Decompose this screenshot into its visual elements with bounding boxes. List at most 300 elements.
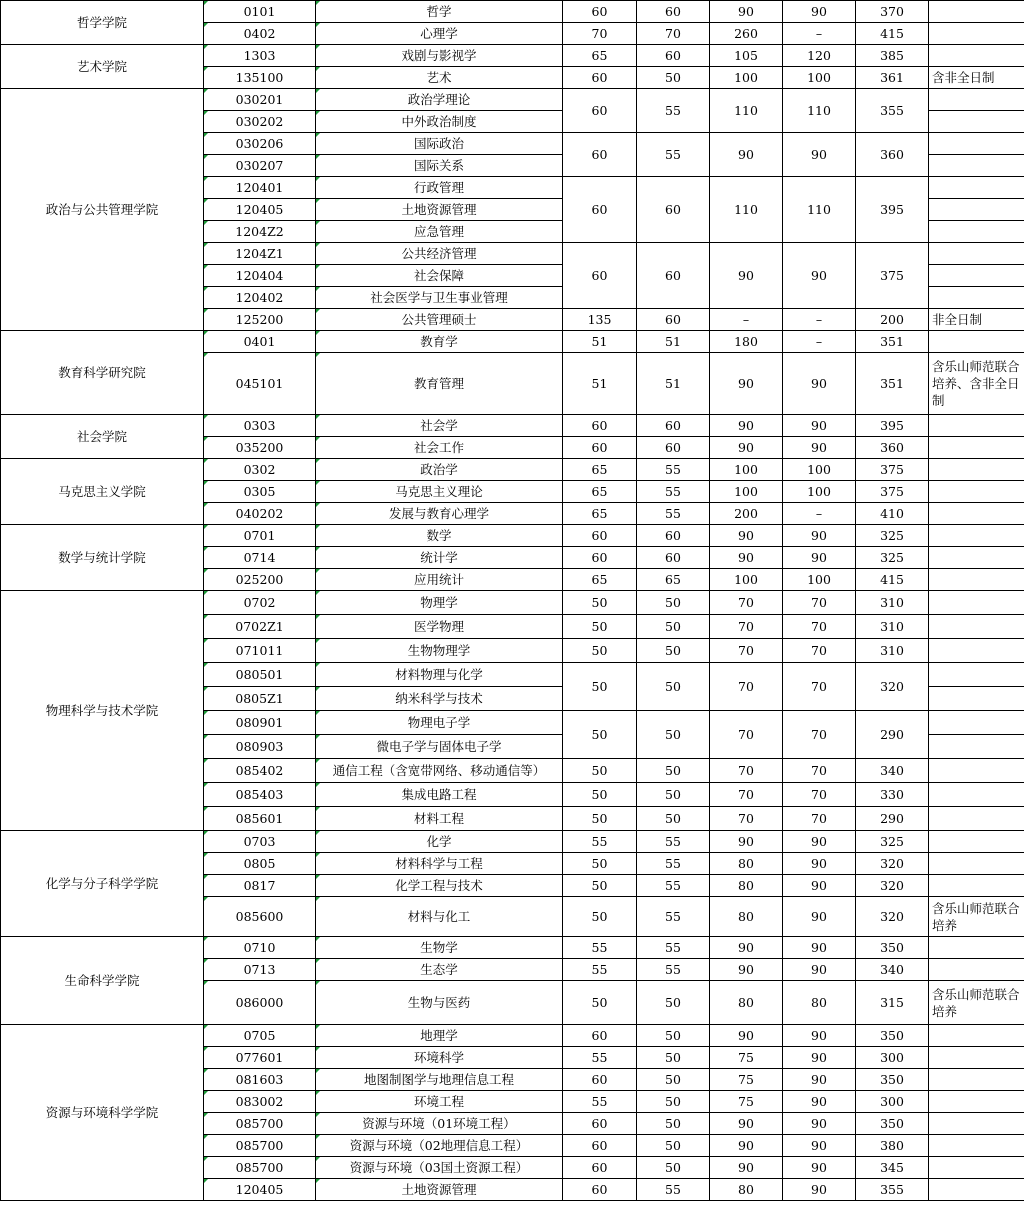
politics-score: 50 xyxy=(563,981,637,1025)
politics-score: 50 xyxy=(563,591,637,615)
subject-one-score: 90 xyxy=(710,831,783,853)
politics-score: 60 xyxy=(563,67,637,89)
major-code: 035200 xyxy=(204,437,316,459)
subject-two-score: 70 xyxy=(783,663,856,711)
subject-two-score: 90 xyxy=(783,1091,856,1113)
total-score: 330 xyxy=(856,783,929,807)
foreign-language-score: 50 xyxy=(637,591,710,615)
major-code: 030202 xyxy=(204,111,316,133)
politics-score: 55 xyxy=(563,831,637,853)
subject-one-score: 90 xyxy=(710,1,783,23)
subject-one-score: 80 xyxy=(710,853,783,875)
foreign-language-score: 55 xyxy=(637,831,710,853)
foreign-language-score: 60 xyxy=(637,1,710,23)
remark xyxy=(929,287,1024,309)
major-name: 集成电路工程 xyxy=(316,783,563,807)
major-code: 085700 xyxy=(204,1135,316,1157)
politics-score: 60 xyxy=(563,1113,637,1135)
politics-score: 60 xyxy=(563,1,637,23)
major-name: 艺术 xyxy=(316,67,563,89)
remark xyxy=(929,23,1024,45)
major-name: 行政管理 xyxy=(316,177,563,199)
major-name: 应用统计 xyxy=(316,569,563,591)
foreign-language-score: 50 xyxy=(637,1025,710,1047)
college-name: 政治与公共管理学院 xyxy=(1,89,204,331)
subject-one-score: 90 xyxy=(710,243,783,309)
total-score: 325 xyxy=(856,831,929,853)
subject-one-score: 100 xyxy=(710,67,783,89)
subject-one-score: 70 xyxy=(710,807,783,831)
major-name: 纳米科学与技术 xyxy=(316,687,563,711)
major-code: 0713 xyxy=(204,959,316,981)
major-name: 教育管理 xyxy=(316,353,563,415)
foreign-language-score: 50 xyxy=(637,67,710,89)
politics-score: 50 xyxy=(563,615,637,639)
foreign-language-score: 50 xyxy=(637,981,710,1025)
subject-two-score: 80 xyxy=(783,981,856,1025)
total-score: 360 xyxy=(856,437,929,459)
total-score: 290 xyxy=(856,807,929,831)
total-score: 410 xyxy=(856,503,929,525)
subject-one-score: 70 xyxy=(710,783,783,807)
foreign-language-score: 55 xyxy=(637,875,710,897)
total-score: 415 xyxy=(856,23,929,45)
major-code: 085403 xyxy=(204,783,316,807)
major-code: 080903 xyxy=(204,735,316,759)
foreign-language-score: 50 xyxy=(637,1113,710,1135)
total-score: 415 xyxy=(856,569,929,591)
major-code: 080901 xyxy=(204,711,316,735)
major-name: 政治学理论 xyxy=(316,89,563,111)
foreign-language-score: 65 xyxy=(637,569,710,591)
politics-score: 70 xyxy=(563,23,637,45)
major-code: 045101 xyxy=(204,353,316,415)
subject-one-score: 90 xyxy=(710,133,783,177)
remark xyxy=(929,437,1024,459)
major-name: 生物与医药 xyxy=(316,981,563,1025)
total-score: 375 xyxy=(856,459,929,481)
total-score: 375 xyxy=(856,481,929,503)
major-name: 地理学 xyxy=(316,1025,563,1047)
major-code: 0805 xyxy=(204,853,316,875)
remark xyxy=(929,111,1024,133)
major-code: 120405 xyxy=(204,1179,316,1201)
major-name: 地图制图学与地理信息工程 xyxy=(316,1069,563,1091)
subject-two-score: 100 xyxy=(783,67,856,89)
subject-one-score: 110 xyxy=(710,89,783,133)
major-name: 化学 xyxy=(316,831,563,853)
foreign-language-score: 50 xyxy=(637,1047,710,1069)
major-name: 资源与环境（01环境工程） xyxy=(316,1113,563,1135)
politics-score: 60 xyxy=(563,437,637,459)
politics-score: 60 xyxy=(563,243,637,309)
subject-two-score: 110 xyxy=(783,177,856,243)
foreign-language-score: 60 xyxy=(637,547,710,569)
subject-two-score: 70 xyxy=(783,615,856,639)
major-name: 资源与环境（03国土资源工程） xyxy=(316,1157,563,1179)
total-score: 315 xyxy=(856,981,929,1025)
foreign-language-score: 55 xyxy=(637,1179,710,1201)
major-name: 化学工程与技术 xyxy=(316,875,563,897)
remark xyxy=(929,735,1024,759)
remark xyxy=(929,959,1024,981)
table-row xyxy=(1,1025,1024,1047)
major-name: 土地资源管理 xyxy=(316,1179,563,1201)
subject-one-score: 110 xyxy=(710,177,783,243)
politics-score: 50 xyxy=(563,897,637,937)
major-name: 政治学 xyxy=(316,459,563,481)
subject-one-score: 70 xyxy=(710,615,783,639)
major-code: 0302 xyxy=(204,459,316,481)
total-score: 395 xyxy=(856,415,929,437)
major-code: 025200 xyxy=(204,569,316,591)
foreign-language-score: 51 xyxy=(637,331,710,353)
remark xyxy=(929,547,1024,569)
remark xyxy=(929,89,1024,111)
major-code: 086000 xyxy=(204,981,316,1025)
subject-two-score: 90 xyxy=(783,415,856,437)
major-name: 数学 xyxy=(316,525,563,547)
subject-one-score: 70 xyxy=(710,663,783,711)
remark xyxy=(929,937,1024,959)
subject-two-score: – xyxy=(783,503,856,525)
college-name: 艺术学院 xyxy=(1,45,204,89)
major-name: 通信工程（含宽带网络、移动通信等） xyxy=(316,759,563,783)
subject-one-score: 180 xyxy=(710,331,783,353)
politics-score: 55 xyxy=(563,1091,637,1113)
subject-one-score: 200 xyxy=(710,503,783,525)
major-code: 080501 xyxy=(204,663,316,687)
politics-score: 60 xyxy=(563,1179,637,1201)
college-name: 哲学学院 xyxy=(1,1,204,45)
subject-two-score: – xyxy=(783,23,856,45)
politics-score: 50 xyxy=(563,875,637,897)
major-code: 135100 xyxy=(204,67,316,89)
foreign-language-score: 60 xyxy=(637,437,710,459)
remark xyxy=(929,1,1024,23)
subject-two-score: 90 xyxy=(783,1179,856,1201)
politics-score: 55 xyxy=(563,937,637,959)
subject-one-score: 90 xyxy=(710,353,783,415)
major-code: 085601 xyxy=(204,807,316,831)
total-score: 290 xyxy=(856,711,929,759)
politics-score: 50 xyxy=(563,853,637,875)
major-code: 120405 xyxy=(204,199,316,221)
remark xyxy=(929,503,1024,525)
remark xyxy=(929,783,1024,807)
major-code: 085402 xyxy=(204,759,316,783)
remark xyxy=(929,265,1024,287)
foreign-language-score: 55 xyxy=(637,89,710,133)
foreign-language-score: 50 xyxy=(637,807,710,831)
remark xyxy=(929,177,1024,199)
total-score: 310 xyxy=(856,615,929,639)
foreign-language-score: 55 xyxy=(637,897,710,937)
politics-score: 50 xyxy=(563,759,637,783)
major-code: 0702Z1 xyxy=(204,615,316,639)
foreign-language-score: 50 xyxy=(637,1157,710,1179)
total-score: 310 xyxy=(856,639,929,663)
remark: 含乐山师范联合培养、含非全日制 xyxy=(929,353,1024,415)
major-code: 0817 xyxy=(204,875,316,897)
remark xyxy=(929,481,1024,503)
subject-one-score: 80 xyxy=(710,875,783,897)
college-name: 物理科学与技术学院 xyxy=(1,591,204,831)
politics-score: 51 xyxy=(563,353,637,415)
politics-score: 60 xyxy=(563,547,637,569)
major-code: 030206 xyxy=(204,133,316,155)
total-score: 355 xyxy=(856,89,929,133)
foreign-language-score: 50 xyxy=(637,663,710,711)
total-score: 395 xyxy=(856,177,929,243)
subject-one-score: 90 xyxy=(710,937,783,959)
major-name: 资源与环境（02地理信息工程） xyxy=(316,1135,563,1157)
politics-score: 60 xyxy=(563,133,637,177)
major-code: 0401 xyxy=(204,331,316,353)
table-row xyxy=(1,591,1024,615)
remark xyxy=(929,415,1024,437)
subject-one-score: 90 xyxy=(710,1157,783,1179)
subject-one-score: 70 xyxy=(710,639,783,663)
major-name: 生态学 xyxy=(316,959,563,981)
subject-two-score: 90 xyxy=(783,875,856,897)
subject-one-score: 75 xyxy=(710,1069,783,1091)
foreign-language-score: 51 xyxy=(637,353,710,415)
remark: 含乐山师范联合培养 xyxy=(929,897,1024,937)
politics-score: 50 xyxy=(563,783,637,807)
major-code: 0303 xyxy=(204,415,316,437)
subject-two-score: 90 xyxy=(783,547,856,569)
major-name: 社会医学与卫生事业管理 xyxy=(316,287,563,309)
subject-two-score: 70 xyxy=(783,711,856,759)
major-name: 国际关系 xyxy=(316,155,563,177)
total-score: 361 xyxy=(856,67,929,89)
total-score: 200 xyxy=(856,309,929,331)
total-score: 320 xyxy=(856,897,929,937)
subject-two-score: 90 xyxy=(783,437,856,459)
politics-score: 55 xyxy=(563,959,637,981)
politics-score: 135 xyxy=(563,309,637,331)
major-name: 物理学 xyxy=(316,591,563,615)
remark: 含非全日制 xyxy=(929,67,1024,89)
total-score: 325 xyxy=(856,547,929,569)
politics-score: 60 xyxy=(563,177,637,243)
subject-one-score: 260 xyxy=(710,23,783,45)
subject-one-score: 80 xyxy=(710,897,783,937)
subject-one-score: 105 xyxy=(710,45,783,67)
major-name: 生物物理学 xyxy=(316,639,563,663)
remark xyxy=(929,525,1024,547)
major-code: 0701 xyxy=(204,525,316,547)
subject-one-score: 70 xyxy=(710,759,783,783)
table-row xyxy=(1,525,1024,547)
politics-score: 60 xyxy=(563,1157,637,1179)
remark xyxy=(929,133,1024,155)
remark xyxy=(929,155,1024,177)
remark xyxy=(929,831,1024,853)
foreign-language-score: 50 xyxy=(637,615,710,639)
college-name: 资源与环境科学学院 xyxy=(1,1025,204,1201)
major-code: 040202 xyxy=(204,503,316,525)
major-name: 发展与教育心理学 xyxy=(316,503,563,525)
foreign-language-score: 50 xyxy=(637,759,710,783)
major-name: 材料科学与工程 xyxy=(316,853,563,875)
major-name: 微电子学与固体电子学 xyxy=(316,735,563,759)
foreign-language-score: 55 xyxy=(637,959,710,981)
total-score: 320 xyxy=(856,663,929,711)
major-code: 083002 xyxy=(204,1091,316,1113)
foreign-language-score: 60 xyxy=(637,415,710,437)
subject-two-score: 90 xyxy=(783,1,856,23)
subject-one-score: 90 xyxy=(710,1135,783,1157)
remark: 含乐山师范联合培养 xyxy=(929,981,1024,1025)
politics-score: 60 xyxy=(563,1135,637,1157)
major-code: 1303 xyxy=(204,45,316,67)
subject-two-score: 90 xyxy=(783,1157,856,1179)
foreign-language-score: 60 xyxy=(637,177,710,243)
major-code: 120404 xyxy=(204,265,316,287)
major-code: 030201 xyxy=(204,89,316,111)
foreign-language-score: 70 xyxy=(637,23,710,45)
major-code: 0402 xyxy=(204,23,316,45)
major-name: 社会保障 xyxy=(316,265,563,287)
remark xyxy=(929,243,1024,265)
score-table-body xyxy=(1,1,1024,1201)
total-score: 340 xyxy=(856,959,929,981)
subject-two-score: 110 xyxy=(783,89,856,133)
major-name: 医学物理 xyxy=(316,615,563,639)
foreign-language-score: 55 xyxy=(637,937,710,959)
remark xyxy=(929,221,1024,243)
major-code: 0714 xyxy=(204,547,316,569)
subject-two-score: 100 xyxy=(783,569,856,591)
subject-two-score: 90 xyxy=(783,937,856,959)
major-code: 085600 xyxy=(204,897,316,937)
table-row xyxy=(1,89,1024,111)
remark xyxy=(929,1135,1024,1157)
table-row xyxy=(1,831,1024,853)
total-score: 350 xyxy=(856,1025,929,1047)
foreign-language-score: 50 xyxy=(637,1069,710,1091)
major-code: 085700 xyxy=(204,1113,316,1135)
politics-score: 55 xyxy=(563,1047,637,1069)
remark xyxy=(929,663,1024,687)
subject-one-score: 70 xyxy=(710,591,783,615)
major-name: 生物学 xyxy=(316,937,563,959)
total-score: 320 xyxy=(856,853,929,875)
total-score: 351 xyxy=(856,331,929,353)
major-code: 1204Z2 xyxy=(204,221,316,243)
remark xyxy=(929,687,1024,711)
remark xyxy=(929,711,1024,735)
subject-one-score: 90 xyxy=(710,959,783,981)
foreign-language-score: 60 xyxy=(637,309,710,331)
subject-two-score: 100 xyxy=(783,459,856,481)
subject-two-score: 90 xyxy=(783,243,856,309)
total-score: 350 xyxy=(856,1069,929,1091)
major-code: 1204Z1 xyxy=(204,243,316,265)
major-name: 物理电子学 xyxy=(316,711,563,735)
major-name: 教育学 xyxy=(316,331,563,353)
subject-one-score: 70 xyxy=(710,711,783,759)
subject-one-score: 90 xyxy=(710,415,783,437)
subject-one-score: 90 xyxy=(710,1113,783,1135)
politics-score: 50 xyxy=(563,807,637,831)
foreign-language-score: 55 xyxy=(637,459,710,481)
subject-one-score: 80 xyxy=(710,981,783,1025)
major-code: 0705 xyxy=(204,1025,316,1047)
major-code: 077601 xyxy=(204,1047,316,1069)
subject-two-score: 70 xyxy=(783,759,856,783)
subject-two-score: 90 xyxy=(783,1025,856,1047)
total-score: 370 xyxy=(856,1,929,23)
subject-two-score: 70 xyxy=(783,591,856,615)
politics-score: 60 xyxy=(563,1069,637,1091)
total-score: 310 xyxy=(856,591,929,615)
foreign-language-score: 50 xyxy=(637,1135,710,1157)
total-score: 380 xyxy=(856,1135,929,1157)
major-code: 0101 xyxy=(204,1,316,23)
foreign-language-score: 50 xyxy=(637,639,710,663)
total-score: 375 xyxy=(856,243,929,309)
college-name: 社会学院 xyxy=(1,415,204,459)
subject-one-score: 90 xyxy=(710,437,783,459)
major-code: 0703 xyxy=(204,831,316,853)
subject-two-score: 70 xyxy=(783,783,856,807)
total-score: 355 xyxy=(856,1179,929,1201)
subject-two-score: 90 xyxy=(783,959,856,981)
politics-score: 60 xyxy=(563,1025,637,1047)
subject-two-score: – xyxy=(783,331,856,353)
total-score: 300 xyxy=(856,1047,929,1069)
foreign-language-score: 60 xyxy=(637,525,710,547)
subject-two-score: 90 xyxy=(783,133,856,177)
subject-two-score: 70 xyxy=(783,639,856,663)
subject-one-score: – xyxy=(710,309,783,331)
subject-one-score: 80 xyxy=(710,1179,783,1201)
major-name: 材料物理与化学 xyxy=(316,663,563,687)
major-code: 085700 xyxy=(204,1157,316,1179)
major-code: 0805Z1 xyxy=(204,687,316,711)
subject-one-score: 100 xyxy=(710,481,783,503)
major-name: 哲学 xyxy=(316,1,563,23)
table-row xyxy=(1,45,1024,67)
subject-one-score: 90 xyxy=(710,1025,783,1047)
table-row xyxy=(1,937,1024,959)
remark xyxy=(929,199,1024,221)
total-score: 350 xyxy=(856,1113,929,1135)
college-name: 数学与统计学院 xyxy=(1,525,204,591)
subject-two-score: 100 xyxy=(783,481,856,503)
remark xyxy=(929,853,1024,875)
subject-two-score: 90 xyxy=(783,897,856,937)
subject-two-score: 90 xyxy=(783,353,856,415)
subject-two-score: 90 xyxy=(783,525,856,547)
major-name: 中外政治制度 xyxy=(316,111,563,133)
politics-score: 60 xyxy=(563,525,637,547)
foreign-language-score: 55 xyxy=(637,503,710,525)
major-code: 0305 xyxy=(204,481,316,503)
remark xyxy=(929,1069,1024,1091)
subject-two-score: 90 xyxy=(783,1047,856,1069)
subject-one-score: 90 xyxy=(710,525,783,547)
table-row xyxy=(1,459,1024,481)
remark xyxy=(929,615,1024,639)
foreign-language-score: 50 xyxy=(637,783,710,807)
subject-two-score: 70 xyxy=(783,807,856,831)
remark xyxy=(929,331,1024,353)
subject-one-score: 75 xyxy=(710,1091,783,1113)
